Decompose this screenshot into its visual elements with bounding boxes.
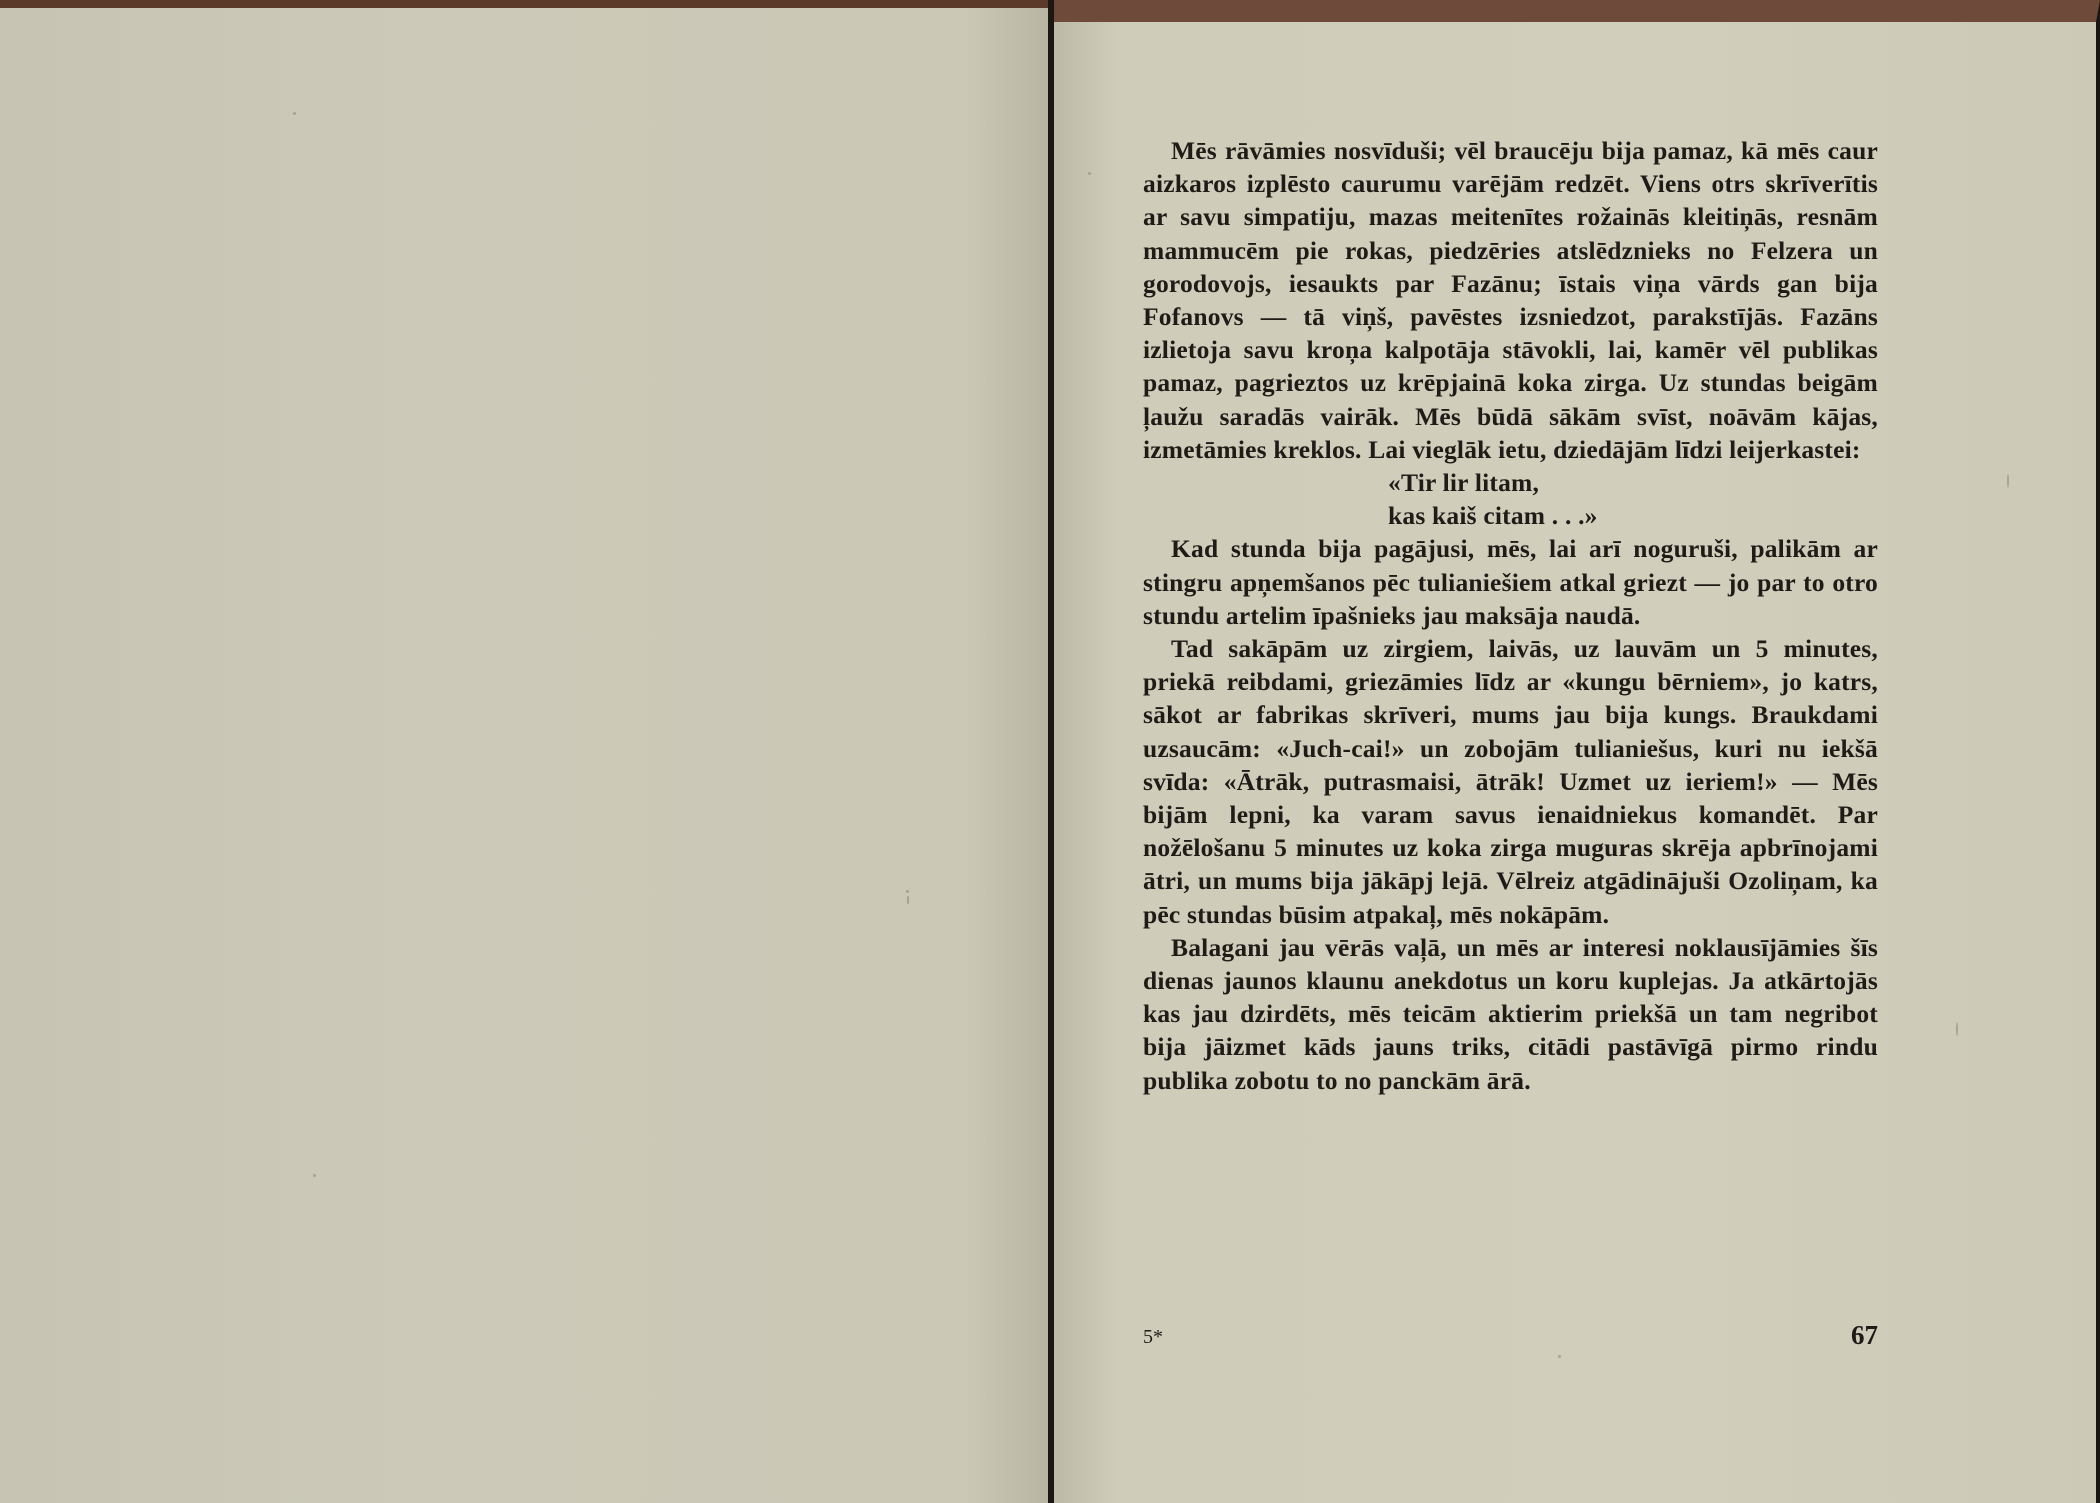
verse-line: kas kaiš citam . . .» [1388, 501, 1598, 531]
paper-speck [1558, 1355, 1561, 1358]
paper-speck [1088, 172, 1091, 175]
left-page-blank [0, 0, 1048, 1503]
verse-line: «Tir lir litam, [1388, 468, 1540, 498]
right-page [1054, 0, 2100, 1503]
paragraph: Mēs rāvāmies nosvīduši; vēl braucēju bija pamaz, kā mēs caur aizkaros izplēsto caurumu varējām redzēt. Viens otrs skrīverītis ar savu simpatiju, mazas meitenītes rožainās kleitiņās, resnām mammucēm pie rokas, piedzēries atslēdznieks no Felzera un gorodovojs, iesaukts par Fazānu; īstais viņa vārds gan bija Fofanovs — tā viņš, pavēstes izsniedzot, parakstījās. Fazāns izlietoja savu kroņa kalpotāja stāvokli, lai, kamēr vēl publikas pamaz, pagrieztos uz krēpjainā koka zirga. Uz stundas beigām ļaužu saradās vairāk. Mēs būdā sākām svīst, noāvām kājas, izmetāmies kreklos. Lai vieglāk ietu, dziedājām līdzi leijerkastei: [1143, 136, 1878, 464]
paragraph: Tad sakāpām uz zirgiem, laivās, uz lauvām un 5 minutes, priekā reibdami, griezāmies līdz ar «kungu bērniem», jo katrs, sākot ar fabrikas skrīveri, mums jau bija kungs. Braukdami uzsaucām: «Juch-cai!» un zobojām tulianiešus, kuri nu iekšā svīda: «Ātrāk, putrasmaisi, ātrāk! Uzmet uz ieriem!» — Mēs bijām lepni, ka varam savus ienaidniekus komandēt. Par nožēlošanu 5 minutes uz koka zirga muguras skrēja apbrīnojami ātri, un mums bija jākāpj lejā. Vēlreiz atgādinājuši Ozoliņam, ka pēc stundas būsim atpakaļ, mēs nokāpām. [1143, 634, 1878, 929]
verse-quote [1143, 466, 1878, 532]
paper-speck [2007, 474, 2009, 488]
paper-speck [313, 1174, 316, 1177]
signature-mark: 5* [1143, 1326, 1163, 1348]
paper-speck [1956, 1022, 1958, 1036]
body-text [1143, 134, 1878, 1097]
page-number: 67 [1851, 1320, 1878, 1350]
paragraph: Balagani jau vērās vaļā, un mēs ar interesi noklausījāmies šīs dienas jaunos klaunu anekdotus un koru kuplejas. Ja atkārtojās kas jau dzirdēts, mēs teicām aktierim priekšā un tam negribot bija jāizmet kāds jauns triks, citādi pastāvīgā pirmo rindu publika zobotu to no panckām ārā. [1143, 932, 1878, 1095]
paragraph: Kad stunda bija pagājusi, mēs, lai arī noguruši, palikām ar stingru apņemšanos pēc tulianiešiem atkal griezt — jo par to otro stundu artelim īpašnieks jau maksāja naudā. [1143, 534, 1878, 630]
paper-speck [907, 896, 909, 904]
paper-speck [293, 112, 296, 115]
paper-speck [906, 890, 909, 893]
